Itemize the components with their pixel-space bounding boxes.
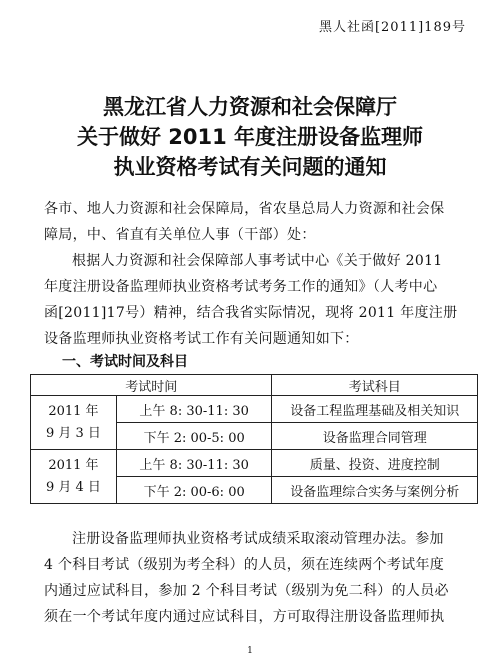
session-subject: 设备监理合同管理 [272,423,478,450]
session-time: 上午 8: 30-11: 30 [116,450,272,477]
intro-line-3: 函[2011]17号）精神，结合我省实际情况，现将 2011 年度注册 [44,305,458,321]
date-day: 9 月 3 日 [45,425,101,441]
addressee-line-2: 障局，中、省直有关单位人事（干部）处： [44,227,316,243]
header-exam-subject: 考试科目 [272,375,478,396]
session-subject: 设备监理综合实务与案例分析 [272,477,478,504]
date-year: 2011 年 [48,403,99,419]
title-line-2: 关于做好 2011 年度注册设备监理师 [76,125,424,149]
addressee [44,196,480,248]
rules-line-4: 须在一个考试年度内通过应试科目，方可取得注册设备监理师执 [44,609,445,625]
intro-line-4: 设备监理师执业资格考试工作有关问题通知如下： [44,331,359,347]
rules-line-1: 注册设备监理师执业资格考试成绩采取滚动管理办法。参加 [72,531,444,547]
intro-line-2: 年度注册设备监理师执业资格考试考务工作的通知》（人考中心 [44,279,438,295]
intro-paragraph [44,248,480,352]
header-exam-time: 考试时间 [31,375,272,396]
document-title [0,92,500,182]
session-subject: 质量、投资、进度控制 [272,450,478,477]
title-line-1: 黑龙江省人力资源和社会保障厅 [103,95,397,119]
section-heading: 一、考试时间及科目 [62,354,188,370]
page-number: 1 [247,646,253,656]
intro-line-1: 根据人力资源和社会保障部人事考试中心《关于做好 2011 [72,253,443,269]
date-day: 9 月 4 日 [45,479,101,495]
addressee-line-1: 各市、地人力资源和社会保障局，省农垦总局人力资源和社会保 [44,201,445,217]
date-cell [31,450,117,504]
session-subject: 设备工程监理基础及相关知识 [272,396,478,423]
table-row [31,450,478,477]
rules-line-3: 内通过应试科目，参加 2 个科目考试（级别为免二科）的人员必 [44,583,449,599]
title-line-3: 执业资格考试有关问题的通知 [113,155,387,179]
date-cell [31,396,117,450]
session-time: 下午 2: 00-6: 00 [116,477,272,504]
rules-line-2: 4 个科目考试（级别为考全科）的人员，须在连续两个考试年度 [44,557,445,573]
exam-schedule-table [30,374,478,504]
table-header-row [31,375,478,396]
date-year: 2011 年 [48,457,99,473]
session-time: 上午 8: 30-11: 30 [116,396,272,423]
score-rules-paragraph [44,526,480,630]
session-time: 下午 2: 00-5: 00 [116,423,272,450]
document-number: 黑人社函[2011]189号 [318,20,466,35]
table-row [31,396,478,423]
